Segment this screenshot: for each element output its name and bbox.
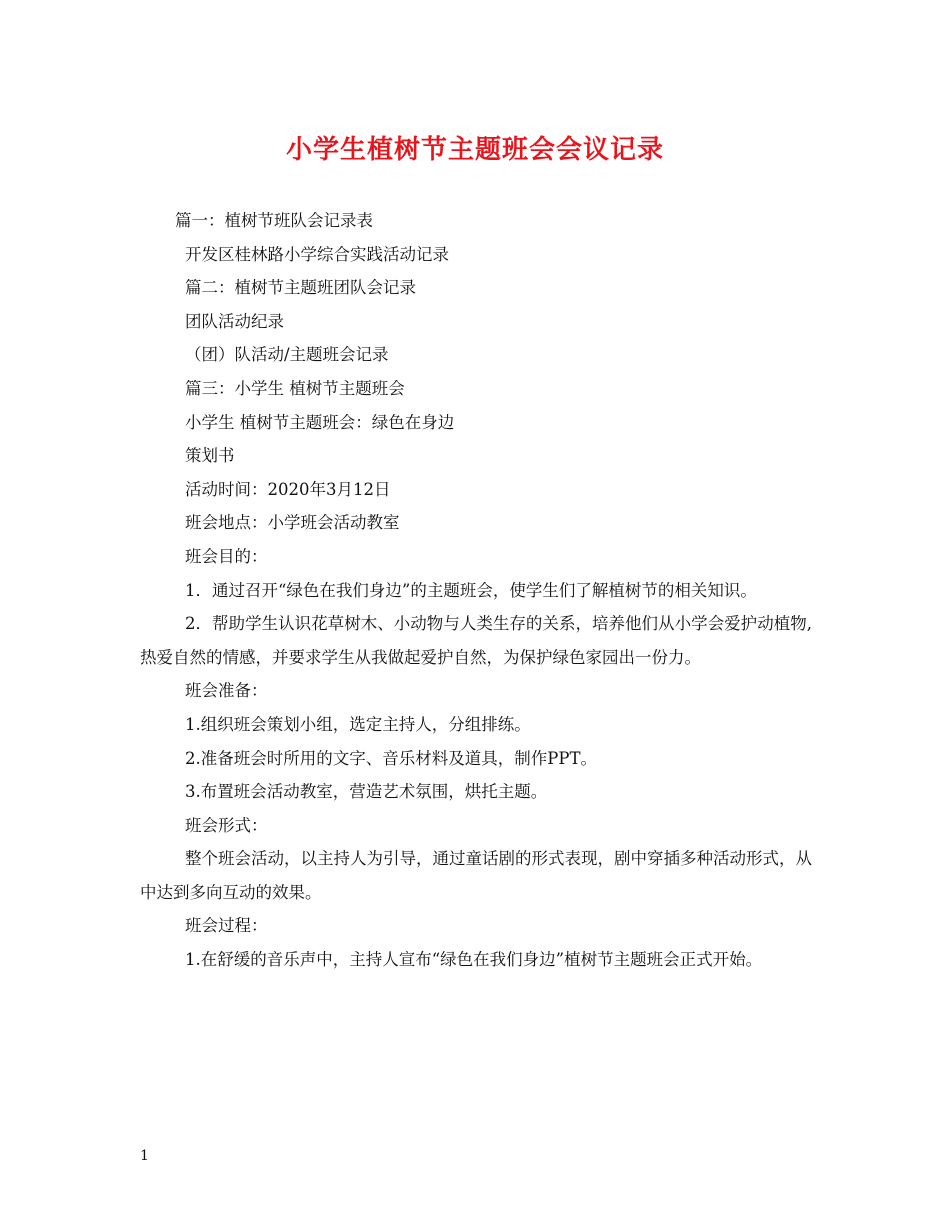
text-line: 篇三：小学生 植树节主题班会 [185, 378, 405, 398]
text-line: 策划书 [185, 446, 235, 466]
document-title: 小学生植树节主题班会会议记录 [285, 135, 664, 165]
text-line: 2.准备班会时所用的文字、音乐材料及道具，制作PPT。 [185, 748, 597, 768]
text-line: 班会准备： [185, 681, 268, 701]
page-number: 1 [140, 1148, 149, 1164]
text-line: 班会过程： [185, 916, 268, 936]
paragraph: 整个班会活动，以主持人为引导，通过童话剧的形式表现，剧中穿插多种活动形式，从中达到多向互动的效果。 [140, 849, 812, 902]
text-line: 团队活动纪录 [185, 311, 284, 331]
text-line: 班会地点：小学班会活动教室 [185, 513, 400, 533]
document-body [140, 204, 812, 977]
paragraph: 2．帮助学生认识花草树木、小动物与人类生存的关系，培养他们从小学会爱护动植物,热爱自然的情感，并要求学生从我做起爱护自然，为保护绿色家园出一份力。 [140, 614, 812, 667]
text-line: （团）队活动/主题班会记录 [185, 345, 389, 365]
text-line: 篇二：植树节主题班团队会记录 [185, 278, 416, 298]
text-line: 班会目的： [185, 546, 268, 566]
text-line: 3.布置班会活动教室，营造艺术氛围，烘托主题。 [185, 782, 548, 802]
text-line: 1.组织班会策划小组，选定主持人，分组排练。 [185, 714, 531, 734]
paragraph: 1．通过召开“绿色在我们身边”的主题班会，使学生们了解植树节的相关知识。 [185, 580, 757, 600]
text-line: 班会形式： [185, 815, 268, 835]
paragraph: 1.在舒缓的音乐声中，主持人宣布“绿色在我们身边”植树节主题班会正式开始。 [185, 950, 763, 970]
text-line: 开发区桂林路小学综合实践活动记录 [185, 244, 449, 264]
text-line: 小学生 植树节主题班会：绿色在身边 [185, 412, 455, 432]
text-line: 活动时间：2020年3月12日 [185, 479, 391, 499]
text-line: 篇一：植树节班队会记录表 [175, 211, 373, 230]
